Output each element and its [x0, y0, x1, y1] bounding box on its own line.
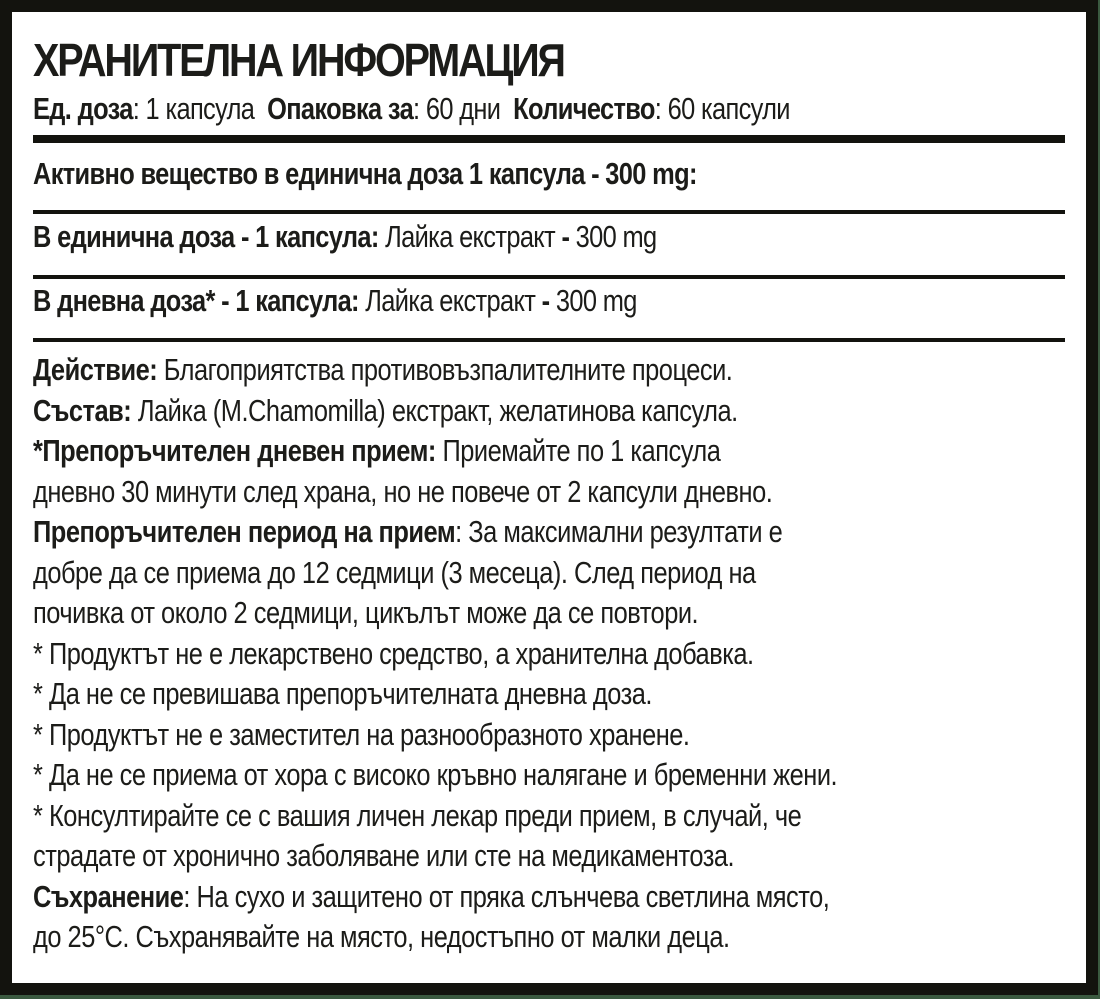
intake-period-line-2: добре да се приема до 12 седмици (3 месеца). След период на [33, 554, 756, 590]
intake-period-line [33, 512, 1066, 553]
daily-dose-label: В дневна доза* - 1 капсула: [33, 283, 359, 318]
quantity-value: : 60 капсули [654, 91, 790, 126]
package-label: Опаковка за [267, 91, 414, 126]
daily-dose-ingredient: Лайка екстракт [358, 283, 542, 318]
action-text: Благоприятства противовъзпалителните процеси. [157, 352, 733, 387]
unit-dose-ingredient: Лайка екстракт [378, 219, 562, 254]
unit-dose-label: В единична доза - 1 капсула: [33, 219, 379, 254]
intake-period-label: Препоръчителен период на прием [33, 514, 456, 549]
recommended-intake-line-2: дневно 30 минути след храна, но не повече от 2 капсули дневно. [33, 473, 773, 509]
summary-row [33, 90, 790, 128]
unit-dose-row [33, 218, 657, 256]
unit-dose-dash: - [561, 219, 570, 254]
recommended-intake-line [33, 431, 1066, 472]
storage-line [33, 877, 1066, 918]
warning-line: страдате от хронично заболяване или сте на медикаментоза. [33, 838, 735, 873]
intake-period-line-3: почивка от около 2 седмици, цикълът може да се повтори. [33, 595, 699, 630]
storage-text: : На сухо и защитено от пряка слънчева светлина място, [183, 878, 830, 914]
composition-line [33, 391, 1066, 432]
label-title: ХРАНИТЕЛНА ИНФОРМАЦИЯ [33, 34, 564, 86]
warning-line: * Продуктът не е лекарствено средство, а хранителна добавка. [33, 635, 754, 671]
divider [33, 275, 1065, 279]
warning-line: * Продуктът не е заместител на разнообразното хранене. [33, 716, 690, 752]
intake-period-text: : За максимални резултати е [455, 514, 783, 549]
warning-line: * Консултирайте се с вашия личен лекар преди прием, в случай, че [33, 797, 802, 833]
composition-text: Лайка (M.Chamomilla) екстракт, желатинова капсула. [131, 392, 738, 428]
recommended-intake-label: *Препоръчителен дневен прием: [33, 433, 436, 468]
divider [33, 210, 1065, 214]
package-value: : 60 дни [413, 91, 501, 126]
label-body [33, 350, 1066, 958]
action-label: Действие: [33, 352, 158, 387]
storage-line-2: до 25°C. Съхранявайте на място, недостъпно от малки деца. [33, 919, 730, 954]
dose-label: Ед. доза [33, 91, 133, 126]
divider-thick [33, 135, 1065, 143]
composition-label: Състав: [33, 392, 132, 428]
daily-dose-amount: 300 mg [549, 283, 637, 318]
dose-value: : 1 капсула [132, 91, 255, 126]
action-line [33, 350, 1066, 391]
nutrition-label-panel [12, 12, 1086, 983]
storage-label: Съхранение [33, 878, 184, 914]
active-substance-row: Активно вещество в единична доза 1 капсула - 300 mg: [33, 156, 697, 191]
divider [33, 338, 1065, 342]
daily-dose-row [33, 282, 637, 320]
quantity-label: Количество [513, 91, 655, 126]
recommended-intake-text: Приемайте по 1 капсула [435, 433, 721, 468]
unit-dose-amount: 300 mg [569, 219, 657, 254]
daily-dose-dash: - [541, 283, 550, 318]
warning-line: * Да не се превишава препоръчителната дневна доза. [33, 676, 652, 711]
warning-line: * Да не се приема от хора с високо кръвно налягане и бременни жени. [33, 757, 838, 792]
